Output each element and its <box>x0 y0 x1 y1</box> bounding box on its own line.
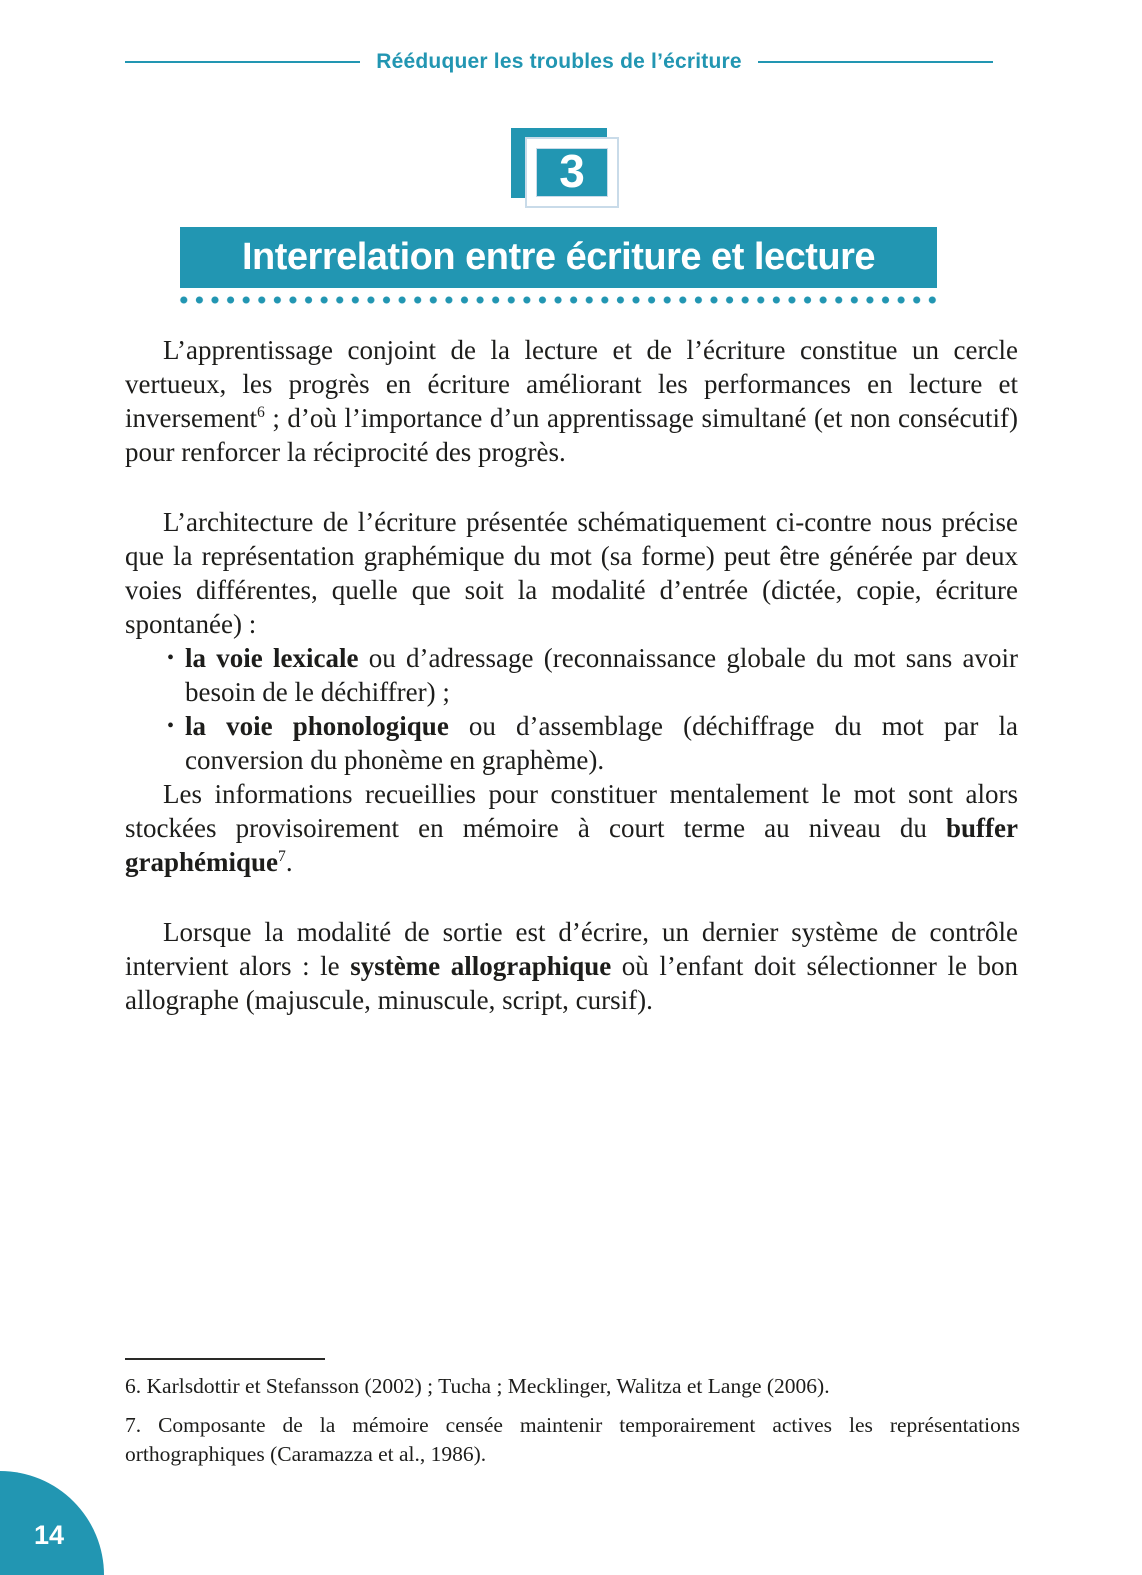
list-item-voie-lexicale <box>125 641 1018 709</box>
paragraph-text: où l’enfant doit sélectionner le bon allographe (majuscule, minuscule, script, cursif). <box>125 951 1018 1015</box>
paragraph-text: Les informations recueillies pour constituer mentalement le mot sont alors stockées provisoirement en mémoire à court terme au niveau du <box>125 779 1018 843</box>
bullet-icon: • <box>167 647 175 669</box>
paragraph-buffer <box>125 777 1018 879</box>
footnote-separator <box>125 1358 325 1360</box>
term-buffer-graphemique: buffer graphémique <box>125 813 1018 877</box>
body-text <box>125 333 1018 1017</box>
footnote-ref-7: 7 <box>278 848 286 865</box>
page-number: 14 <box>34 1520 65 1550</box>
bullet-list <box>125 641 1018 777</box>
book-title: Rééduquer les troubles de l’écriture <box>376 50 742 73</box>
list-item-text: ou d’adressage (reconnaissance globale du mot sans avoir besoin de le déchiffrer) ; <box>185 643 1018 707</box>
chapter-title-banner <box>180 227 937 288</box>
footnotes-block <box>125 1358 1020 1469</box>
chapter-number-frame <box>527 139 617 206</box>
chapter-number: 3 <box>559 144 585 197</box>
paragraph-apprentissage <box>125 333 1018 469</box>
list-item-voie-phonologique <box>125 709 1018 777</box>
bullet-icon: • <box>167 715 175 737</box>
dotted-rule <box>176 295 942 305</box>
header-rule-left <box>125 61 360 63</box>
footnote-ref-6: 6 <box>256 404 265 421</box>
paragraph-text: L’apprentissage conjoint de la lecture et de l’écriture constitue un cercle vertueux, les progrès en écriture améliorant les performances en lecture et inversement <box>125 335 1018 433</box>
chapter-title: Interrelation entre écriture et lecture <box>241 236 876 278</box>
chapter-number-block <box>511 128 617 208</box>
term-voie-phonologique: la voie phonologique <box>185 711 449 741</box>
list-item-text: ou d’assemblage (déchiffrage du mot par la conversion du phonème en graphème). <box>185 711 1018 775</box>
footnote-7: 7. Composante de la mémoire censée maintenir temporairement actives les représentations orthographiques (Caramazza et al., 1986). <box>125 1413 1020 1466</box>
term-voie-lexicale: la voie lexicale <box>185 643 359 673</box>
term-systeme-allographique: système allographique <box>350 951 612 981</box>
page-number-corner <box>0 1471 104 1575</box>
paragraph-text: ; d’où l’importance d’un apprentissage simultané (et non consécutif) pour renforcer la réciprocité des progrès. <box>125 403 1018 467</box>
paragraph-text: Lorsque la modalité de sortie est d’écrire, un dernier système de contrôle intervient alors : le <box>125 917 1018 981</box>
paragraph-allographique <box>125 915 1018 1017</box>
header-rule-right <box>758 61 993 63</box>
paragraph-text: . <box>285 847 293 877</box>
footnote-6: 6. Karlsdottir et Stefansson (2002) ; Tucha ; Mecklinger, Walitza et Lange (2006). <box>125 1374 830 1398</box>
running-head <box>125 50 993 74</box>
paragraph-architecture: L’architecture de l’écriture présentée schématiquement ci-contre nous précise que la représentation graphémique du mot (sa forme) peut être générée par deux voies différentes, quelle que soit la modalité d’entrée (dictée, copie, écriture spontanée) : <box>125 507 1018 639</box>
